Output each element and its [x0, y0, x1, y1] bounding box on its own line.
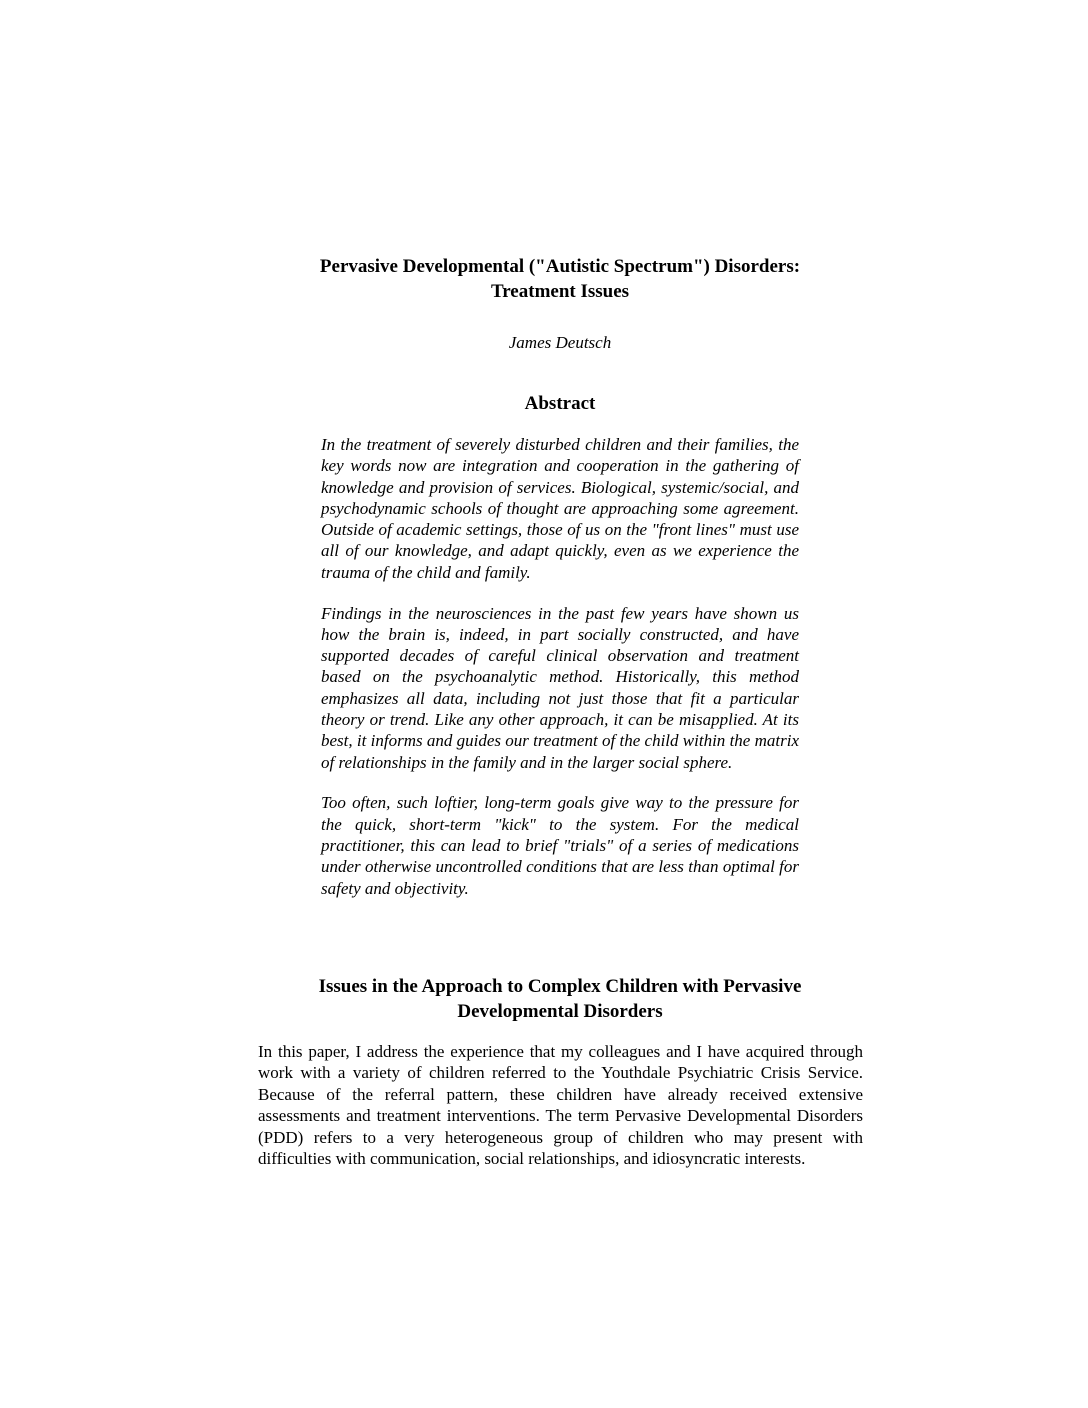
- abstract-body: [321, 434, 799, 918]
- abstract-paragraph-1: In the treatment of severely disturbed children and their families, the key words now are integration and cooperation in the gathering of knowledge and provision of services. Biological, systemic/social, and psychodynamic schools of thought are approaching some agreement. Outside of academic settings, those of us on the "front lines" must use all of our knowledge, and adapt quickly, even as we experience the trauma of the child and family.: [321, 435, 799, 582]
- section-heading-line-1: Issues in the Approach to Complex Children with Pervasive: [318, 976, 802, 997]
- section-heading: [200, 974, 920, 1024]
- author-name: James Deutsch: [508, 333, 612, 352]
- paper-title: [200, 254, 920, 304]
- abstract-paragraph-3: Too often, such loftier, long-term goals give way to the pressure for the quick, short-term "kick" to the system. For the medical practitioner, this can lead to brief "trials" of a series of medications under otherwise uncontrolled conditions that are less than optimal for safety and objectivity.: [321, 793, 799, 898]
- section-heading-line-2: Developmental Disorders: [457, 1001, 663, 1022]
- abstract-heading: Abstract: [524, 393, 596, 414]
- paper-title-line-2: Treatment Issues: [490, 281, 630, 302]
- section-paragraph-1: In this paper, I address the experience that my colleagues and I have acquired through work with a variety of children referred to the Youthdale Psychiatric Crisis Service. Because of the referral pattern, these children have already received extensive assessments and treatment interventions. The term Pervasive Developmental Disorders (PDD) refers to a very heterogeneous group of children who may present with difficulties with communication, social relationships, and idiosyncratic interests.: [258, 1042, 863, 1169]
- section-body: [258, 1041, 863, 1169]
- paper-title-line-1: Pervasive Developmental ("Autistic Spectrum") Disorders:: [319, 256, 801, 277]
- abstract-paragraph-2: Findings in the neurosciences in the past few years have shown us how the brain is, indeed, in part socially constructed, and have supported decades of careful clinical observation and treatment based on the psychoanalytic method. Historically, this method emphasizes all data, including not just those that fit a particular theory or trend. Like any other approach, it can be misapplied. At its best, it informs and guides our treatment of the child within the matrix of relationships in the family and in the larger social sphere.: [321, 603, 799, 772]
